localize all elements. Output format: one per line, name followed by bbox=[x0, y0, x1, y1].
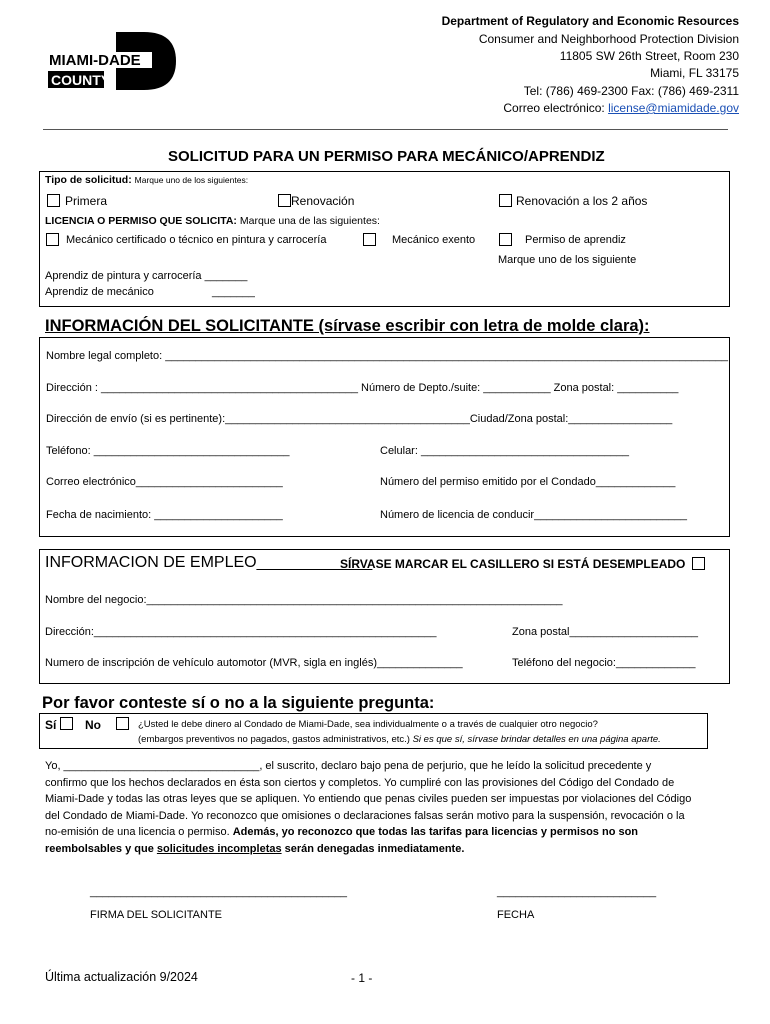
mvr-field[interactable]: Numero de inscripción de vehículo automotor (MVR, sigla en inglés)______________ bbox=[45, 657, 463, 669]
certified-mechanic-label: Mecánico certificado o técnico en pintura y carrocería bbox=[66, 234, 327, 246]
two-year-renewal-label: Renovación a los 2 años bbox=[516, 194, 648, 208]
department-name: Department of Regulatory and Economic Resources bbox=[441, 14, 739, 28]
question-text-line2: (embargos preventivos no pagados, gastos administrativos, etc.) Si es que sí, sírvase brindar detalles en una página aparte. bbox=[138, 734, 661, 745]
cell-field[interactable]: Celular: __________________________________ bbox=[380, 445, 629, 457]
apprentice-permit-label: Permiso de aprendiz bbox=[525, 234, 626, 246]
signature-label: FIRMA DEL SOLICITANTE bbox=[90, 909, 223, 921]
agency-email bbox=[503, 100, 739, 118]
first-application-label: Primera bbox=[65, 194, 108, 208]
exempt-mechanic-checkbox[interactable] bbox=[363, 233, 376, 246]
last-updated: Última actualización 9/2024 bbox=[45, 970, 198, 984]
street-address: 11805 SW 26th Street, Room 230 bbox=[559, 49, 739, 63]
no-label: No bbox=[85, 718, 101, 732]
license-type-label: LICENCIA O PERMISO QUE SOLICITA: Marque una de las siguientes: bbox=[45, 215, 380, 227]
page-number: - 1 - bbox=[351, 971, 373, 985]
signature-line[interactable]: __________________________________________ bbox=[90, 886, 347, 898]
header-divider bbox=[43, 129, 728, 130]
applicant-section-heading: INFORMACIÓN DEL SOLICITANTE (sírvase escribir con letra de molde clara): bbox=[45, 317, 650, 335]
email-field[interactable]: Correo electrónico________________________ bbox=[46, 476, 283, 488]
mechanic-apprentice-label: Aprendiz de mecánico bbox=[45, 286, 154, 298]
svg-text:COUNTY: COUNTY bbox=[51, 72, 111, 88]
unemployed-label: SÍRVASE MARCAR EL CASILLERO SI ESTÁ DESEMPLEADO bbox=[340, 557, 686, 571]
apprentice-permit-checkbox[interactable] bbox=[499, 233, 512, 246]
business-name-field[interactable]: Nombre del negocio:____________________________________________________________________ bbox=[45, 594, 563, 606]
date-label: FECHA bbox=[497, 909, 535, 921]
two-year-renewal-checkbox[interactable] bbox=[499, 194, 512, 207]
yes-label: Sí bbox=[45, 718, 57, 732]
business-address-field[interactable]: Dirección:________________________________________________________ bbox=[45, 626, 437, 638]
renewal-label: Renovación bbox=[291, 194, 355, 208]
division-name: Consumer and Neighborhood Protection Division bbox=[478, 32, 739, 46]
address-field[interactable]: Dirección : __________________________________________ Número de Depto./suite: ___________ Zona postal: __________ bbox=[46, 382, 679, 394]
yes-checkbox[interactable] bbox=[60, 717, 73, 730]
driver-license-field[interactable]: Número de licencia de conducir_________________________ bbox=[380, 509, 688, 521]
phone-field[interactable]: Teléfono: ________________________________ bbox=[46, 445, 290, 457]
exempt-mechanic-label: Mecánico exento bbox=[392, 234, 476, 246]
application-type-label: Tipo de solicitud: Marque uno de los siguientes: bbox=[45, 174, 249, 186]
business-zip-field[interactable]: Zona postal_____________________ bbox=[512, 626, 698, 638]
business-phone-field[interactable]: Teléfono del negocio:_____________ bbox=[512, 657, 696, 669]
certified-mechanic-checkbox[interactable] bbox=[46, 233, 59, 246]
no-checkbox[interactable] bbox=[116, 717, 129, 730]
email-link[interactable]: license@miamidade.gov bbox=[608, 101, 739, 115]
svg-text:MIAMI-DADE: MIAMI-DADE bbox=[49, 52, 141, 69]
date-line[interactable]: __________________________ bbox=[497, 886, 657, 898]
form-title: SOLICITUD PARA UN PERMISO PARA MECÁNICO/APRENDIZ bbox=[168, 148, 605, 165]
mechanic-apprentice-field[interactable]: _______ bbox=[212, 286, 255, 298]
first-application-checkbox[interactable] bbox=[47, 194, 60, 207]
question-text-line1: ¿Usted le debe dinero al Condado de Miami-Dade, sea individualmente o a través de cualquier otro negocio? bbox=[138, 719, 598, 730]
phone-fax: Tel: (786) 469-2300 Fax: (786) 469-2311 bbox=[523, 84, 739, 98]
city-state-zip: Miami, FL 33175 bbox=[650, 66, 739, 80]
email-label: Correo electrónico: bbox=[503, 101, 609, 115]
paint-apprentice-field[interactable]: Aprendiz de pintura y carrocería _______ bbox=[45, 270, 248, 282]
apprentice-hint: Marque uno de los siguiente bbox=[498, 254, 637, 266]
employment-heading: INFORMACION DE EMPLEO_____________ bbox=[45, 554, 373, 571]
unemployed-checkbox[interactable] bbox=[692, 557, 705, 570]
applicant-box bbox=[39, 337, 730, 537]
declaration-text: Yo, ________________________________, el suscrito, declaro bajo pena de perjurio, que he leído la solicitud precedente y confirmo que los hechos declarados en ésta son ciertos y completos. Yo cumpliré con las provisiones del Código del Condado de Miami-Dade y todas las otras leyes que se apliquen. Yo entiendo que penas civiles pueden ser impuestas por violaciones del Código del Condado de Miami-Dade. Yo reconozco que omisiones o declaraciones falsas serán motivo para la suspensión, revocación o la no-emisión de una licencia o permiso. Además, yo reconozco que todas las tarifas para licencias y permisos no son reembolsables y que solicitudes incompletas serán denegadas inmediatamente. bbox=[45, 760, 692, 855]
legal-name-field[interactable]: Nombre legal completo: ____________________________________________________________________________________________ bbox=[46, 350, 729, 362]
permit-number-field[interactable]: Número del permiso emitido por el Condado_____________ bbox=[380, 476, 676, 488]
renewal-checkbox[interactable] bbox=[278, 194, 291, 207]
mailing-address-field[interactable]: Dirección de envío (si es pertinente):________________________________________Ciudad/Zona postal:_________________ bbox=[46, 413, 673, 425]
question-heading: Por favor conteste sí o no a la siguiente pregunta: bbox=[42, 694, 435, 712]
birth-date-field[interactable]: Fecha de nacimiento: _____________________ bbox=[46, 509, 283, 521]
miami-dade-county-logo bbox=[46, 30, 178, 92]
